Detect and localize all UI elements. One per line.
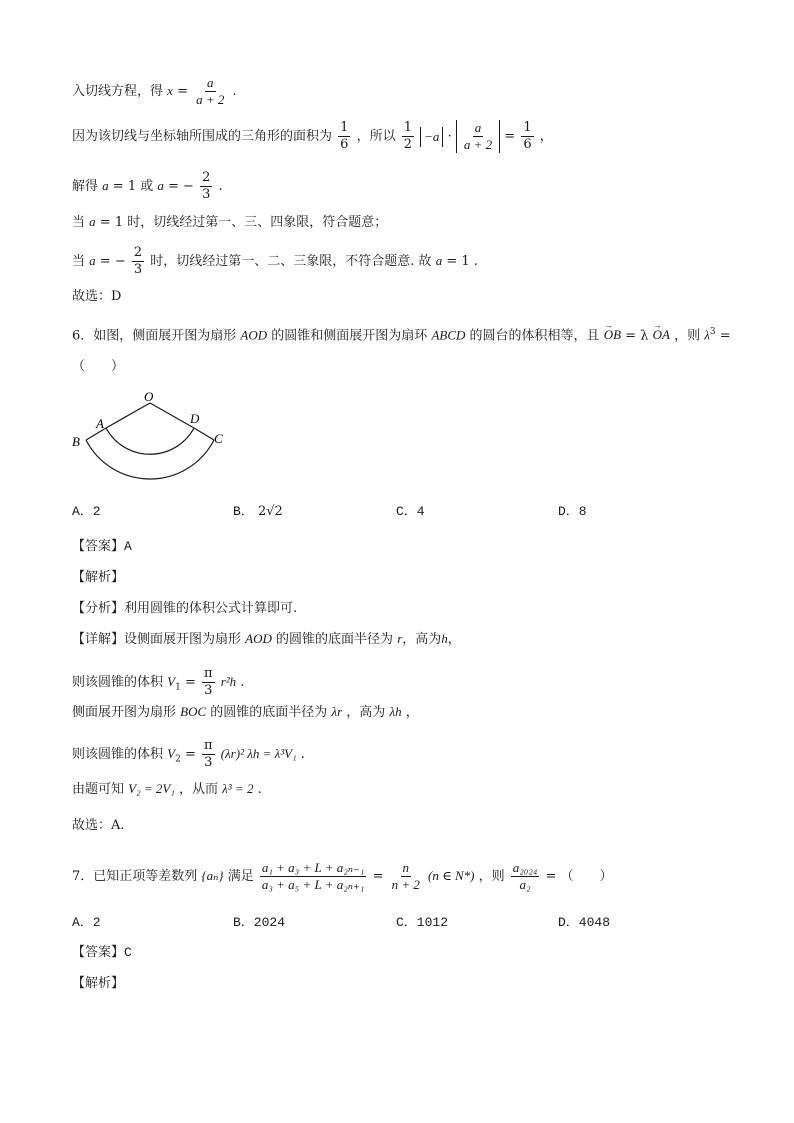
xiangjie-line-4 xyxy=(72,738,305,771)
fraction xyxy=(260,860,367,893)
eq: = xyxy=(504,129,516,144)
label-a: A xyxy=(96,416,104,431)
radius-od xyxy=(150,403,194,428)
text: 时，切线经过第一、三、四象限，符合题意； xyxy=(127,215,388,230)
expr: V₂ = 2V₁ xyxy=(128,781,175,796)
fraction xyxy=(202,738,215,771)
q7-option-b[interactable]: B．2024 xyxy=(233,915,286,930)
punct: ， xyxy=(539,129,553,144)
option-value: 2√2 xyxy=(257,504,283,519)
eq: = 1 xyxy=(446,254,470,269)
label-d: D xyxy=(190,411,200,426)
punct: . xyxy=(257,782,262,797)
option-label: B． xyxy=(233,504,254,519)
text: 则该圆锥的体积 xyxy=(72,675,164,690)
expr: {aₙ} xyxy=(201,868,224,883)
eq: = xyxy=(184,747,196,762)
option-d[interactable]: D．8 xyxy=(558,504,587,519)
var: ABCD xyxy=(431,327,466,343)
text-line-1 xyxy=(72,75,237,108)
option-b[interactable] xyxy=(233,500,283,519)
text: ，所以 xyxy=(356,129,396,144)
eq: = − xyxy=(99,254,126,269)
den: a + 2 xyxy=(196,92,225,107)
num: 2 xyxy=(133,245,143,260)
num: n xyxy=(402,860,409,875)
text: 当 xyxy=(72,254,86,269)
fraction xyxy=(390,860,422,893)
fraction xyxy=(132,245,144,278)
eq: = xyxy=(184,675,196,690)
punct: . xyxy=(232,84,237,99)
q7-option-d[interactable]: D．4048 xyxy=(558,915,611,930)
eq: = xyxy=(719,328,731,344)
punct: . xyxy=(300,747,305,762)
den: a₃ + a₅ + L + a₂ₙ₊₁ xyxy=(261,877,365,892)
vector: → OB xyxy=(604,325,621,345)
punct: ， xyxy=(405,705,419,720)
text-line-2 xyxy=(72,120,553,153)
var: h xyxy=(441,631,448,646)
num: 2 xyxy=(202,170,211,185)
text-line-5 xyxy=(72,245,478,278)
expr: (λr)² λh = λ³V₁ xyxy=(220,746,297,761)
text: 故选：D xyxy=(72,289,122,304)
var: V xyxy=(167,674,176,689)
num: a xyxy=(207,75,214,90)
xiangjie-tag: 【详解】 xyxy=(72,631,125,646)
punct: . xyxy=(240,675,245,690)
text: 设侧面展开图为扇形 xyxy=(124,632,242,647)
analysis-tag: 【解析】 xyxy=(72,569,125,584)
fraction xyxy=(462,120,494,153)
label-o: O xyxy=(144,389,154,404)
text: 侧面展开图为扇形 xyxy=(72,705,177,720)
den: 3 xyxy=(204,755,213,770)
fraction xyxy=(521,120,533,153)
question-7-stem xyxy=(72,860,613,893)
option-a[interactable]: A．2 xyxy=(72,504,101,519)
var: BOC xyxy=(180,704,207,719)
answer-blank: （ ） xyxy=(72,359,125,374)
eq: = − xyxy=(168,179,194,194)
eq: = xyxy=(545,869,557,884)
den: 2 xyxy=(403,137,413,152)
segment-dc xyxy=(194,428,214,440)
num: a xyxy=(474,120,482,135)
den: 6 xyxy=(340,137,349,152)
analysis-tag: 【解析】 xyxy=(72,975,125,990)
sector-annulus-figure xyxy=(68,388,238,488)
answer-value: A xyxy=(124,539,132,554)
xiangjie-line-6 xyxy=(72,816,125,836)
abs-value: −a xyxy=(420,127,443,147)
analysis-tag-6 xyxy=(72,567,124,588)
num: 1 xyxy=(403,120,413,135)
num: a₁ + a₃ + L + a₂ₙ₋₁ xyxy=(261,860,365,875)
xiangjie-line-2 xyxy=(72,666,244,699)
fraction xyxy=(194,75,226,108)
var: a xyxy=(102,178,109,193)
fraction xyxy=(338,120,350,153)
num: 1 xyxy=(340,120,349,135)
analysis-tag-7 xyxy=(72,973,124,994)
var: x xyxy=(167,83,173,98)
text: 7．已知正项等差数列 xyxy=(72,869,198,884)
text: 利用圆锥的体积公式计算即可. xyxy=(124,601,298,616)
text-line-6 xyxy=(72,287,121,307)
text-line-4 xyxy=(72,212,387,233)
var: r xyxy=(397,631,403,646)
var: AOD xyxy=(245,631,272,646)
fraction xyxy=(511,860,540,893)
num: a₂₀₂₄ xyxy=(512,860,538,875)
den: a + 2 xyxy=(463,137,493,152)
outer-arc xyxy=(86,440,214,479)
text: 6．如图，侧面展开图为扇形 xyxy=(72,328,237,344)
text: 时，切线经过第一、二、三象限，不符合题意. 故 xyxy=(150,254,432,269)
text: ，则 xyxy=(674,328,701,344)
radius-oa xyxy=(106,403,150,428)
answer-line-6 xyxy=(72,536,132,557)
eq: = xyxy=(372,869,384,884)
fraction xyxy=(402,120,414,153)
text: 因为该切线与坐标轴所围成的三角形的面积为 xyxy=(72,129,333,144)
text: ，从而 xyxy=(179,782,219,797)
den: 3 xyxy=(204,683,213,698)
text: ，高为 xyxy=(346,705,386,720)
num: π xyxy=(204,738,213,753)
eq: = 1 xyxy=(112,179,137,194)
var: AOD xyxy=(240,327,268,343)
q7-option-c[interactable]: C．1012 xyxy=(396,915,449,930)
punct: . xyxy=(218,179,223,194)
answer-tag: 【答案】 xyxy=(72,538,125,553)
expr: (n ∈ N*) xyxy=(428,868,475,883)
text: ，高为 xyxy=(402,632,442,647)
xiangjie-line-5 xyxy=(72,779,262,800)
text: 则该圆锥的体积 xyxy=(72,747,164,762)
var: a xyxy=(157,178,164,193)
eq: = λ xyxy=(625,328,649,344)
text: 满足 xyxy=(227,869,254,884)
var: a xyxy=(435,253,443,268)
q7-option-a[interactable]: A．2 xyxy=(72,915,101,930)
answer-line-7 xyxy=(72,942,132,963)
text: 的圆锥的底面半径为 xyxy=(276,632,394,647)
question-6-stem xyxy=(72,322,731,346)
num: 1 xyxy=(523,120,532,135)
option-c[interactable]: C．4 xyxy=(396,504,425,519)
abs-value xyxy=(456,120,500,153)
label-b: B xyxy=(72,434,80,449)
text: 当 xyxy=(72,215,86,230)
eq: = 1 xyxy=(99,215,124,230)
text: 入切线方程，得 xyxy=(72,84,164,99)
den: a₂ xyxy=(519,877,531,892)
answer-value: C xyxy=(124,945,132,960)
text: 由题可知 xyxy=(72,782,125,797)
text: 解得 xyxy=(72,179,99,194)
punct: . xyxy=(473,254,478,269)
subscript: 2 xyxy=(175,754,181,765)
text-line-3 xyxy=(72,170,223,203)
fraction xyxy=(202,666,215,699)
text: 或 xyxy=(140,179,154,194)
expr: λh xyxy=(389,704,402,719)
subscript: 1 xyxy=(175,682,181,693)
den: 3 xyxy=(133,262,143,277)
xiangjie-line-1 xyxy=(72,629,461,650)
inner-arc xyxy=(106,428,194,454)
text: ，则 xyxy=(478,869,505,884)
text: 的圆台的体积相等，且 xyxy=(469,328,600,344)
label-c: C xyxy=(214,431,223,446)
var: λ xyxy=(704,327,710,343)
answer-blank: （ ） xyxy=(560,869,613,884)
num: π xyxy=(204,666,213,681)
den: n + 2 xyxy=(391,877,420,892)
dot: · xyxy=(447,129,452,144)
expr: r²h xyxy=(220,674,237,689)
eq: = xyxy=(177,84,188,99)
expr: λ³ = 2 xyxy=(222,781,254,796)
den: 6 xyxy=(523,137,532,152)
var: a xyxy=(89,214,96,229)
den: 3 xyxy=(202,187,211,202)
question-6-paren xyxy=(72,357,124,377)
text: 故选：A. xyxy=(72,818,125,833)
exponent: 3 xyxy=(709,327,716,337)
punct: ， xyxy=(447,632,461,647)
fraction xyxy=(200,170,212,203)
var: V xyxy=(167,746,176,761)
answer-tag: 【答案】 xyxy=(72,944,125,959)
fenxi-line-6 xyxy=(72,598,297,619)
fenxi-tag: 【分析】 xyxy=(72,600,125,615)
vector: → OA xyxy=(653,325,670,345)
xiangjie-line-3 xyxy=(72,702,419,723)
text: 的圆锥和侧面展开图为扇环 xyxy=(271,328,428,344)
var: a xyxy=(89,253,96,268)
text: 的圆锥的底面半径为 xyxy=(210,705,328,720)
expr: λr xyxy=(331,704,343,719)
